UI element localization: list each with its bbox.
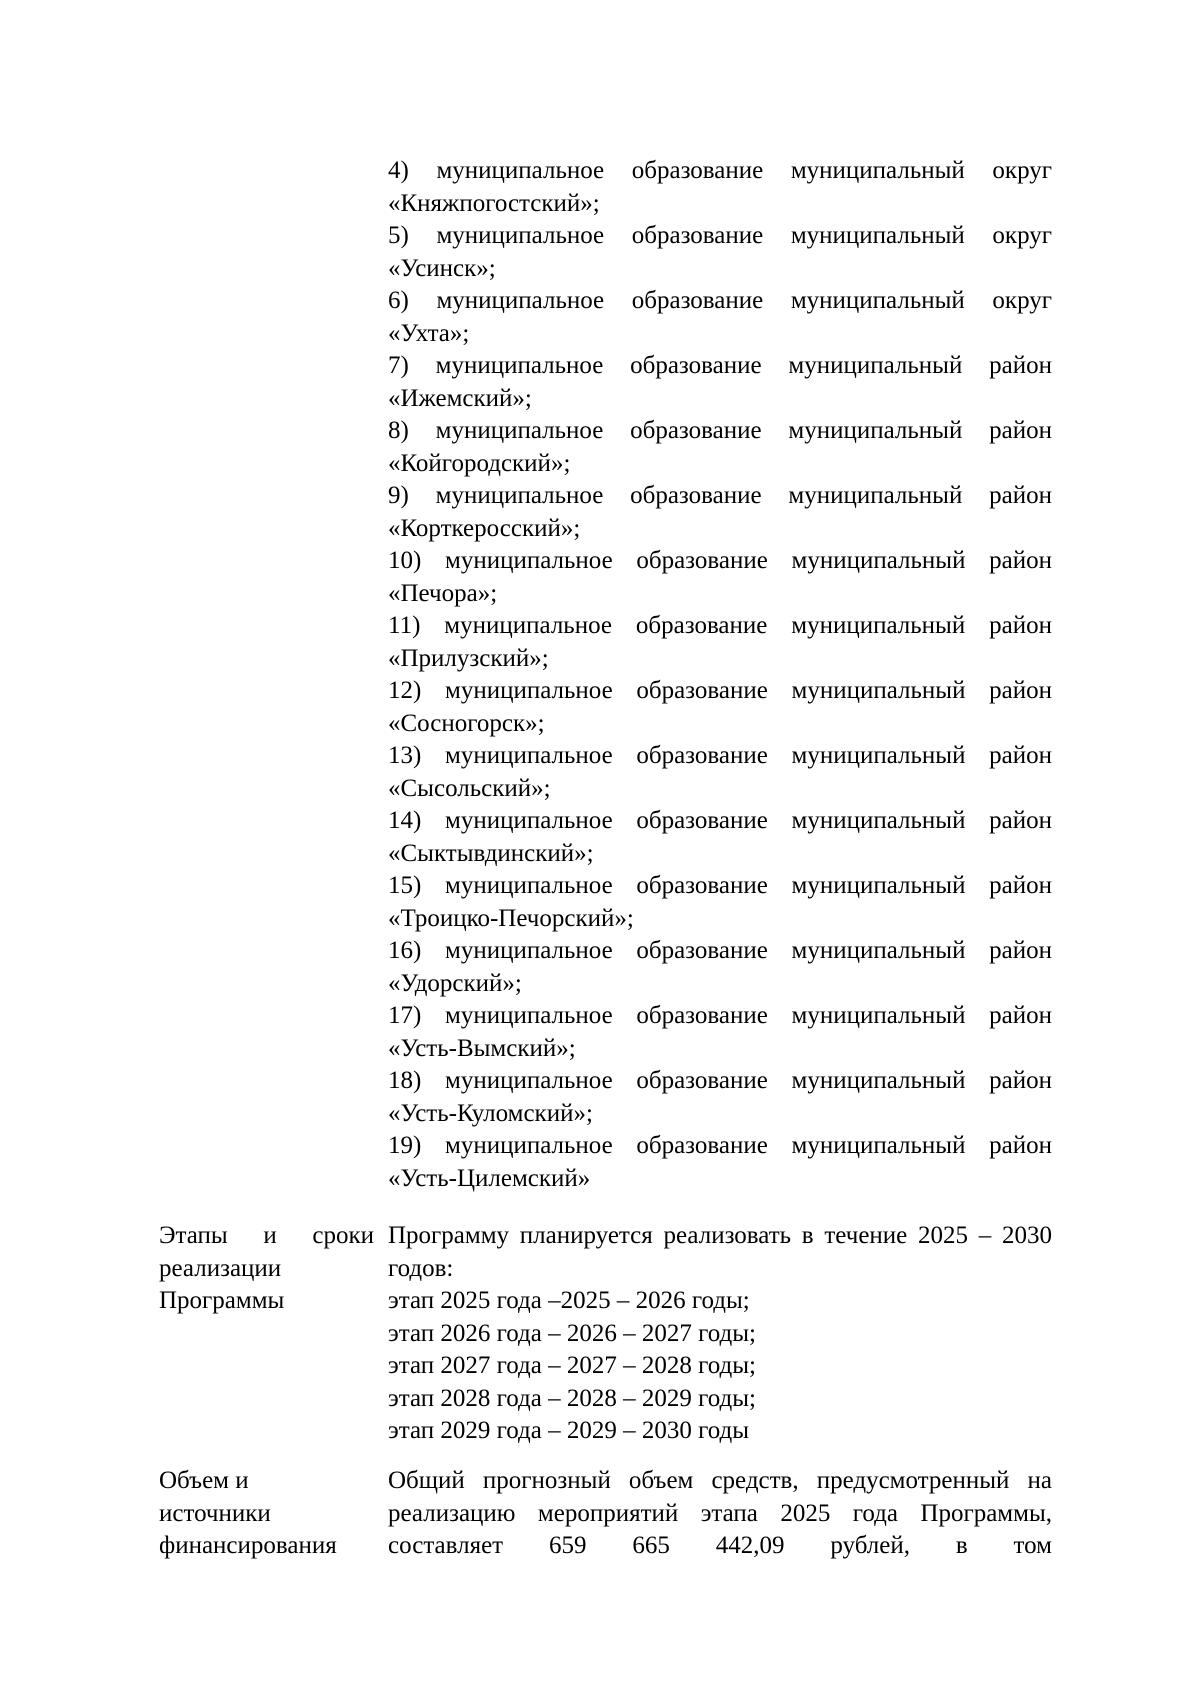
stages-content (388, 1220, 1052, 1448)
list-item: 15) муниципальное образование муниципальный район «Троицко-Печорский»; (388, 872, 1052, 932)
list-item: 7) муниципальное образование муниципальный район «Ижемский»; (388, 352, 1052, 412)
stage-item: этап 2028 года – 2028 – 2029 годы; (388, 1384, 756, 1412)
list-item: 9) муниципальное образование муниципальный район «Корткеросский»; (388, 482, 1052, 542)
stages-label-line: Программы (159, 1287, 285, 1314)
stage-item: этап 2029 года – 2029 – 2030 годы (388, 1417, 750, 1444)
funding-label-line: источники (159, 1499, 271, 1527)
list-item: 16) муниципальное образование муниципальный район «Удорский»; (388, 937, 1052, 997)
stages-label (159, 1220, 374, 1318)
municipalities-list (388, 155, 1052, 1195)
stages-label-line: Этапы и сроки (159, 1222, 374, 1249)
funding-label-line: Объем и (159, 1467, 249, 1494)
funding-label-line: финансирования (159, 1532, 337, 1559)
list-item: 19) муниципальное образование муниципальный район «Усть-Цилемский» (388, 1132, 1052, 1192)
stage-item: этап 2027 года – 2027 – 2028 годы; (388, 1352, 756, 1379)
stage-item: этап 2026 года – 2026 – 2027 годы; (388, 1319, 756, 1347)
list-item: 10) муниципальное образование муниципальный район «Печора»; (388, 547, 1052, 607)
stage-item: этап 2025 года –2025 – 2026 годы; (388, 1287, 750, 1314)
list-item: 4) муниципальное образование муниципальный округ «Княжпогостский»; (388, 157, 1052, 217)
list-item: 18) муниципальное образование муниципальный район «Усть-Куломский»; (388, 1067, 1052, 1127)
list-item: 6) муниципальное образование муниципальный округ «Ухта»; (388, 287, 1052, 347)
funding-text: Общий прогнозный объем средств, предусмотренный на реализацию мероприятий этапа 2025 года Программы, составляет 659 665 442,09 рублей, в том (388, 1467, 1052, 1559)
stages-label-line: реализации (159, 1254, 282, 1282)
list-item: 5) муниципальное образование муниципальный округ «Усинск»; (388, 222, 1052, 282)
list-item: 8) муниципальное образование муниципальный район «Койгородский»; (388, 417, 1052, 477)
list-item: 13) муниципальное образование муниципальный район «Сысольский»; (388, 742, 1052, 802)
funding-label (159, 1465, 374, 1563)
list-item: 11) муниципальное образование муниципальный район «Прилузский»; (388, 612, 1052, 672)
list-item: 17) муниципальное образование муниципальный район «Усть-Вымский»; (388, 1002, 1052, 1062)
stages-intro: Программу планируется реализовать в течение 2025 – 2030 годов: (388, 1222, 1052, 1282)
list-item: 14) муниципальное образование муниципальный район «Сыктывдинский»; (388, 807, 1052, 867)
funding-content (388, 1465, 1052, 1563)
list-item: 12) муниципальное образование муниципальный район «Сосногорск»; (388, 677, 1052, 737)
